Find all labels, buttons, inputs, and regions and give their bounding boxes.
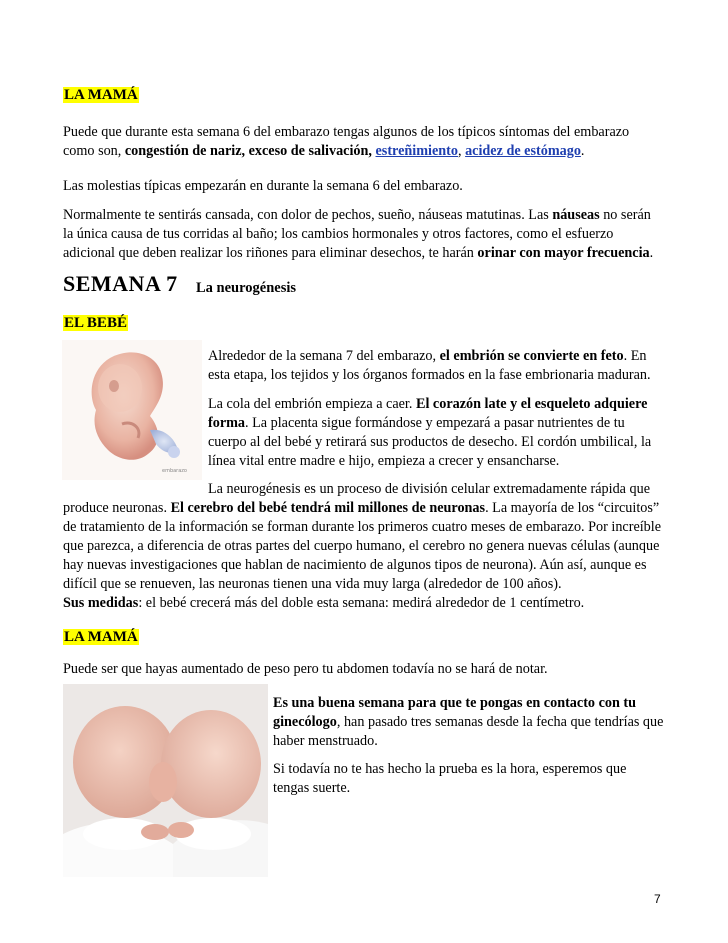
text: .	[580, 143, 585, 159]
bold-text: El corazón late y el esqueleto adquiere forma	[208, 396, 648, 431]
embryo-image	[62, 340, 202, 480]
text: Las molestias típicas empezarán en durante la semana 6 del embarazo.	[63, 178, 463, 194]
paragraph-cola	[208, 395, 664, 471]
text: : el bebé crecerá más del doble esta semana: medirá alrededor de 1 centímetro.	[138, 595, 585, 611]
text: Alrededor de la semana 7 del embarazo,	[208, 348, 440, 364]
bold-text: Sus medidas	[63, 595, 139, 611]
bold-text: orinar con mayor frecuencia	[477, 245, 650, 261]
babies-photo	[63, 684, 268, 877]
bold-text: Es una buena semana para que te pongas en contacto con tu ginecólogo	[273, 695, 637, 730]
text: Puede ser que hayas aumentado de peso pero tu abdomen todavía no se hará de notar.	[63, 661, 548, 677]
bold-text: El cerebro del bebé tendrá mil millones de neuronas	[170, 500, 486, 516]
text: . La mayoría de los “circuitos” de tratamiento de la información se forman durante los primeros cuatro meses de embarazo. Por increíble que parezca, a diferencia de otras partes del cuerpo humano, el cerebro no genera nuevas células (aunque hay nuevas investigaciones que hablan de nacimiento de algunos tipos de neurona). Aún así, aunque es difícil que se renueven, las neuronas tienen una vida muy larga (alrededor de 100 años).	[63, 500, 662, 592]
paragraph-symptoms	[63, 123, 663, 161]
week-title: SEMANA 7	[63, 271, 178, 296]
text: , han pasado tres semanas desde la fecha que tendrías que haber menstruado.	[273, 714, 664, 749]
text: La neurogénesis es un proceso de división celular extremadamente rápida que	[208, 481, 651, 497]
heading-el-bebe	[63, 314, 663, 333]
embryo-illustration	[62, 340, 202, 480]
paragraph-neurogenesis	[63, 499, 663, 594]
text: . La placenta sigue formándose y empezará a pasar nutrientes de tu cuerpo al del bebé y retirará sus productos de desecho. El cordón umbilical, la línea vital entre madre e hijo, empieza a crecer y ensancharse.	[208, 415, 652, 469]
paragraph-molestias	[63, 177, 663, 196]
text: Si todavía no te has hecho la prueba es la hora, esperemos que tengas suerte.	[273, 761, 627, 796]
text: produce neuronas.	[63, 500, 171, 516]
week-heading	[63, 271, 663, 300]
text: . En esta etapa, los tejidos y los órganos formados en la fase embrionaria maduran.	[208, 348, 651, 383]
paragraph-peso	[63, 660, 663, 679]
svg-text:embarazo: embarazo	[162, 468, 187, 474]
paragraph-cansada	[63, 206, 663, 263]
text: Puede que durante esta semana 6 del embarazo tengas algunos de los típicos síntomas del embarazo como son,	[63, 124, 630, 159]
page-number: 7	[654, 892, 661, 906]
text: La cola del embrión empieza a caer.	[208, 396, 416, 412]
heading-la-mama-text: LA MAMÁ	[64, 87, 138, 103]
heading-el-bebe-text: EL BEBÉ	[64, 315, 127, 331]
paragraph-neurogenesis-line1	[208, 480, 664, 499]
heading-la-mama-2	[63, 628, 663, 647]
paragraph-ginecologo	[273, 694, 665, 751]
paragraph-embrion	[208, 347, 664, 385]
text: Normalmente te sentirás cansada, con dolor de pechos, sueño, náuseas matutinas. Las	[63, 207, 553, 223]
paragraph-medidas	[63, 594, 663, 613]
heading-la-mama	[63, 86, 663, 105]
text: no serán la única causa de tus corridas al baño; los cambios hormonales y otros factores, como el esfuerzo adicional que deben realizar los riñones para eliminar desechos, te harán	[63, 207, 651, 261]
heading-la-mama-2-text: LA MAMÁ	[64, 629, 138, 645]
bold-text: congestión de nariz, exceso de salivación,	[124, 143, 372, 159]
bold-text: náuseas	[552, 207, 600, 223]
text: .	[649, 245, 654, 261]
bold-text: el embrión se convierte en feto	[439, 348, 624, 364]
babies-image	[63, 684, 268, 877]
paragraph-prueba	[273, 760, 665, 798]
week-subtitle: La neurogénesis	[196, 280, 297, 296]
link-acidez[interactable]: acidez de estómago	[465, 143, 581, 159]
link-estrenimiento[interactable]: estreñimiento	[375, 143, 458, 159]
text: ,	[457, 143, 462, 159]
